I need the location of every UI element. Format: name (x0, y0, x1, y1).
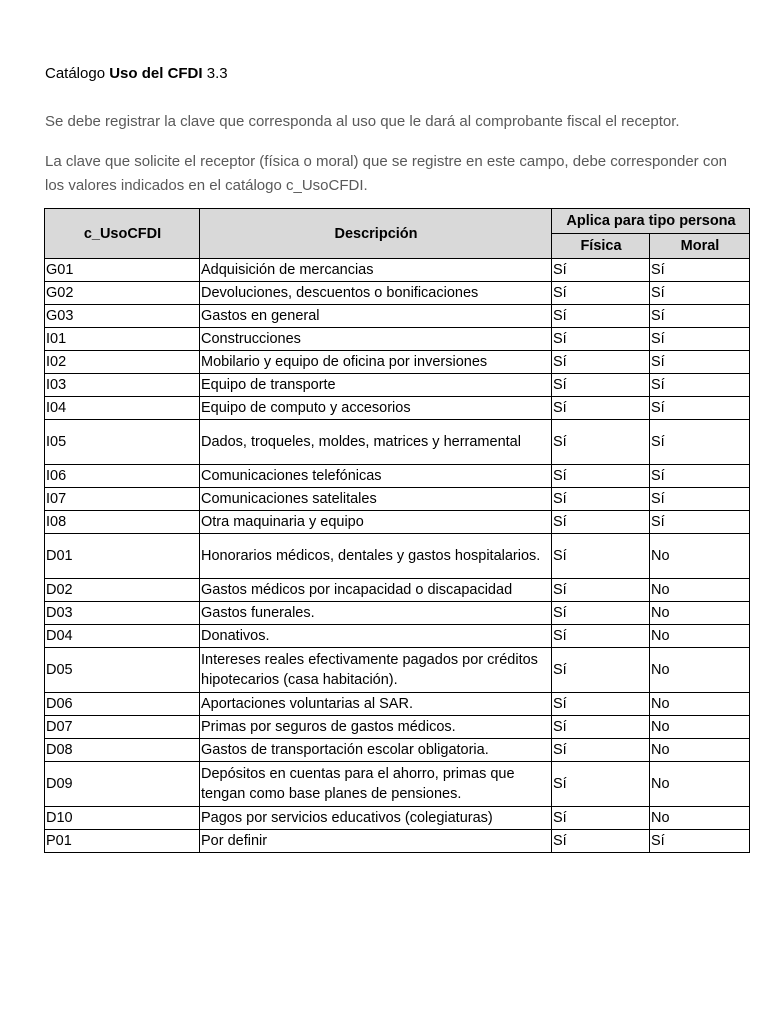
title-suffix: 3.3 (202, 65, 228, 82)
table-row (45, 282, 750, 305)
cell-desc: Intereses reales efectivamente pagados por créditos hipotecarios (casa habitación). (200, 648, 552, 693)
cell-desc: Dados, troqueles, moldes, matrices y herramental (200, 420, 552, 465)
header-group: Aplica para tipo persona (552, 209, 750, 234)
cell-code: I01 (45, 328, 200, 351)
cell-fisica: Sí (552, 488, 650, 511)
cell-fisica: Sí (552, 579, 650, 602)
cell-fisica: Sí (552, 534, 650, 579)
title-bold: Uso del CFDI (109, 65, 203, 82)
cell-fisica: Sí (552, 328, 650, 351)
cell-desc: Gastos médicos por incapacidad o discapacidad (200, 579, 552, 602)
cell-moral: Sí (650, 328, 750, 351)
cell-code: D09 (45, 762, 200, 807)
cell-moral: No (650, 579, 750, 602)
cell-moral: No (650, 739, 750, 762)
cell-fisica: Sí (552, 830, 650, 853)
cell-desc: Adquisición de mercancias (200, 259, 552, 282)
cell-fisica: Sí (552, 807, 650, 830)
cell-fisica: Sí (552, 465, 650, 488)
cell-code: I02 (45, 351, 200, 374)
cell-moral: Sí (650, 511, 750, 534)
cell-fisica: Sí (552, 374, 650, 397)
cell-code: D06 (45, 693, 200, 716)
cell-moral: Sí (650, 259, 750, 282)
page-title (45, 64, 228, 84)
uso-cfdi-table (44, 208, 750, 853)
cell-fisica: Sí (552, 625, 650, 648)
cell-desc: Gastos funerales. (200, 602, 552, 625)
cell-moral: No (650, 602, 750, 625)
cell-desc: Equipo de computo y accesorios (200, 397, 552, 420)
cell-moral: Sí (650, 397, 750, 420)
cell-desc: Gastos de transportación escolar obligatoria. (200, 739, 552, 762)
cell-desc: Donativos. (200, 625, 552, 648)
cell-desc: Otra maquinaria y equipo (200, 511, 552, 534)
cell-moral: No (650, 716, 750, 739)
header-moral: Moral (650, 234, 750, 259)
cell-desc: Gastos en general (200, 305, 552, 328)
cell-code: I06 (45, 465, 200, 488)
table-row (45, 534, 750, 579)
cell-code: I05 (45, 420, 200, 465)
table-row (45, 602, 750, 625)
intro-paragraph: Se debe registrar la clave que corresponda al uso que le dará al comprobante fiscal el receptor. (45, 113, 680, 130)
cell-code: D04 (45, 625, 200, 648)
cell-moral: Sí (650, 305, 750, 328)
cell-code: D05 (45, 648, 200, 693)
title-prefix: Catálogo (45, 65, 110, 82)
cell-fisica: Sí (552, 762, 650, 807)
cell-desc: Comunicaciones telefónicas (200, 465, 552, 488)
cell-fisica: Sí (552, 420, 650, 465)
cell-code: P01 (45, 830, 200, 853)
cell-desc: Mobilario y equipo de oficina por inversiones (200, 351, 552, 374)
cell-desc: Depósitos en cuentas para el ahorro, primas que tengan como base planes de pensiones. (200, 762, 552, 807)
cell-fisica: Sí (552, 511, 650, 534)
cell-code: I03 (45, 374, 200, 397)
cell-desc: Comunicaciones satelitales (200, 488, 552, 511)
cell-moral: No (650, 693, 750, 716)
cell-code: I07 (45, 488, 200, 511)
table-row (45, 807, 750, 830)
cell-fisica: Sí (552, 716, 650, 739)
table-row (45, 716, 750, 739)
cell-fisica: Sí (552, 305, 650, 328)
cell-code: D08 (45, 739, 200, 762)
cell-moral: No (650, 534, 750, 579)
table-row (45, 420, 750, 465)
cell-code: I08 (45, 511, 200, 534)
table-body (45, 259, 750, 853)
cell-desc: Aportaciones voluntarias al SAR. (200, 693, 552, 716)
table-row (45, 374, 750, 397)
table-row (45, 625, 750, 648)
table-row (45, 465, 750, 488)
cell-moral: Sí (650, 488, 750, 511)
cell-code: D10 (45, 807, 200, 830)
cell-fisica: Sí (552, 259, 650, 282)
cell-moral: Sí (650, 351, 750, 374)
cell-fisica: Sí (552, 602, 650, 625)
cell-code: D03 (45, 602, 200, 625)
cell-desc: Primas por seguros de gastos médicos. (200, 716, 552, 739)
table-row (45, 739, 750, 762)
cell-moral: Sí (650, 282, 750, 305)
cell-moral: Sí (650, 465, 750, 488)
table-row (45, 579, 750, 602)
cell-desc: Pagos por servicios educativos (colegiaturas) (200, 807, 552, 830)
cell-desc: Devoluciones, descuentos o bonificaciones (200, 282, 552, 305)
cell-code: D02 (45, 579, 200, 602)
cell-code: D01 (45, 534, 200, 579)
cell-fisica: Sí (552, 397, 650, 420)
cell-code: G02 (45, 282, 200, 305)
cell-code: D07 (45, 716, 200, 739)
cell-desc: Equipo de transporte (200, 374, 552, 397)
table-row (45, 830, 750, 853)
table-row (45, 511, 750, 534)
table-row (45, 488, 750, 511)
rule-paragraph: La clave que solicite el receptor (física o moral) que se registre en este campo, debe corresponder con los valores indicados en el catálogo c_UsoCFDI. (45, 153, 728, 194)
cell-fisica: Sí (552, 648, 650, 693)
table-row (45, 328, 750, 351)
table-row (45, 648, 750, 693)
cell-desc: Honorarios médicos, dentales y gastos hospitalarios. (200, 534, 552, 579)
cell-fisica: Sí (552, 282, 650, 305)
header-code: c_UsoCFDI (45, 209, 200, 259)
cell-code: I04 (45, 397, 200, 420)
table-row (45, 259, 750, 282)
cell-fisica: Sí (552, 739, 650, 762)
cell-moral: Sí (650, 374, 750, 397)
header-description: Descripción (200, 209, 552, 259)
table-row (45, 351, 750, 374)
cell-fisica: Sí (552, 693, 650, 716)
table-row (45, 397, 750, 420)
table-row (45, 693, 750, 716)
cell-fisica: Sí (552, 351, 650, 374)
cell-code: G03 (45, 305, 200, 328)
cell-moral: No (650, 762, 750, 807)
cell-moral: Sí (650, 420, 750, 465)
cell-moral: No (650, 625, 750, 648)
cell-moral: Sí (650, 830, 750, 853)
cell-moral: No (650, 807, 750, 830)
header-fisica: Física (552, 234, 650, 259)
table-row (45, 762, 750, 807)
table-row (45, 305, 750, 328)
cell-code: G01 (45, 259, 200, 282)
cell-moral: No (650, 648, 750, 693)
cell-desc: Construcciones (200, 328, 552, 351)
cell-desc: Por definir (200, 830, 552, 853)
